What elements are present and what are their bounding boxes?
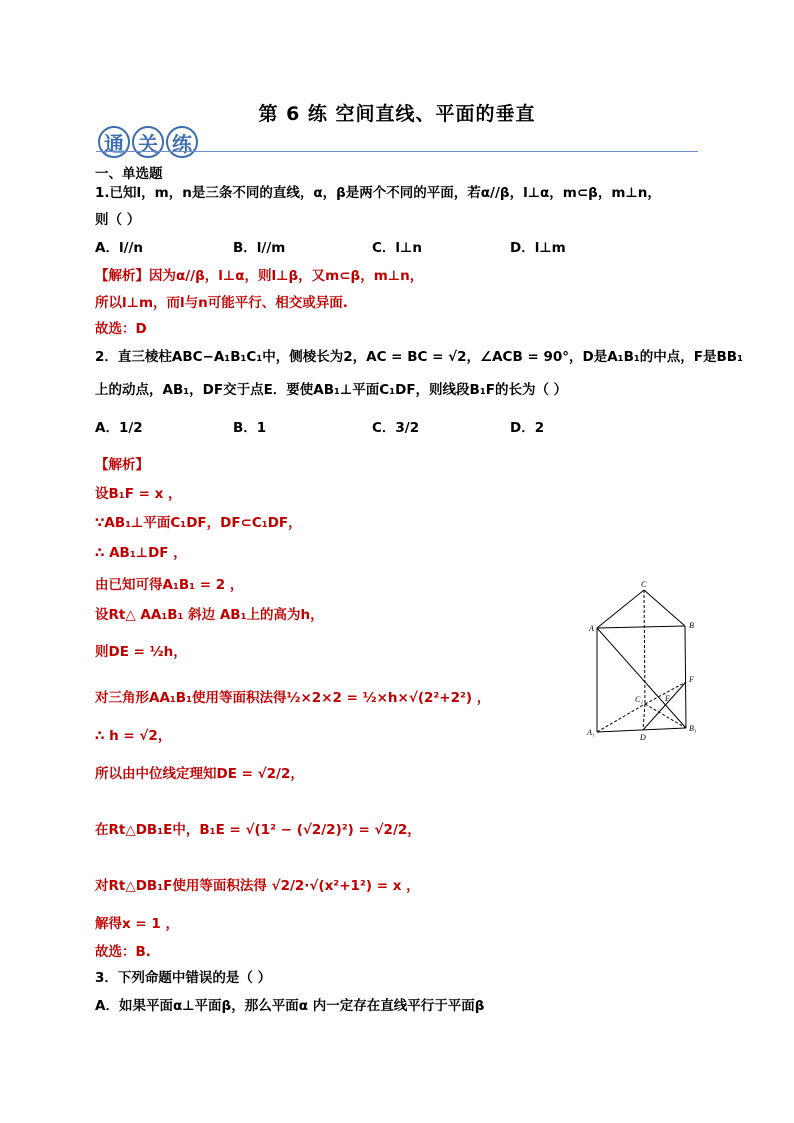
q2-step-2: ∵AB₁⊥平面C₁DF，DF⊂C₁DF， [95,515,302,531]
q2-step-1: 设B₁F = x ， [95,486,182,502]
q2-option-c: C．3/2 [372,420,420,436]
label-d: D [640,733,646,742]
q2-step-12: 解得x = 1 ， [95,916,180,932]
edge-ab [597,626,685,628]
label-f: F [689,675,694,684]
q1-option-b: B．l//m [233,240,286,256]
logo [98,126,198,160]
q2-step-3: ∴ AB₁⊥DF ， [95,545,187,561]
q2-step-8: ∴ h = √2， [95,728,172,744]
q1-option-c: C．l⊥n [372,240,422,256]
prism-figure [585,580,715,742]
label-b: B [689,621,694,630]
logo-char-3: 练 [166,126,198,158]
q2-answer: 故选：B. [95,944,151,960]
label-c: C [641,580,647,589]
label-b1: B₁ [689,724,697,733]
edge-cb [644,590,685,626]
q2-stem-line2: 上的动点，AB₁，DF交于点E．要使AB₁⊥平面C₁DF，则线段B₁F的长为（ ） [95,382,568,398]
header-rule [96,151,698,152]
q1-analysis-line2: 所以l⊥m，而l与n可能平行、相交或异面. [95,295,348,311]
seg-c1d [643,704,645,730]
edge-bb1 [685,626,686,728]
edge-a1b1 [597,728,686,732]
label-e: E [665,694,670,703]
q1-option-a: A．l//n [95,240,144,256]
edge-cc1 [644,590,645,704]
section-heading: 一、单选题 [95,166,163,182]
label-c1: C₁ [635,695,644,704]
edge-c1b1 [645,704,686,728]
label-a: A [589,624,594,633]
q2-step-4: 由已知可得A₁B₁ = 2 ， [95,577,244,593]
q1-option-d: D．l⊥m [510,240,566,256]
q1-answer: 故选：D [95,321,147,337]
page-title: 第 6 练 空间直线、平面的垂直 [258,103,536,125]
q2-step-10: 在Rt△DB₁E中，B₁E = √(1² − (√2/2)²) = √2/2， [95,822,421,838]
q2-step-7: 对三角形AA₁B₁使用等面积法得½×2×2 = ½×h×√(2²+2²) ， [95,690,491,706]
q2-option-d: D．2 [510,420,545,436]
q2-option-b: B．1 [233,420,267,436]
q1-analysis-line1: 【解析】因为α//β，l⊥α，则l⊥β，又m⊂β，m⊥n， [95,268,424,284]
q2-option-a: A．1/2 [95,420,143,436]
q1-stem-line1: 1.已知l，m，n是三条不同的直线，α，β是两个不同的平面，若α//β，l⊥α，m⊂β，m⊥n， [95,185,661,201]
logo-char-2: 关 [132,126,164,158]
seg-df [643,682,686,730]
q2-analysis-label: 【解析】 [95,457,149,473]
q2-step-11: 对Rt△DB₁F使用等面积法得 √2/2·√(x²+1²) = x ， [95,878,420,894]
edge-ca [597,590,644,628]
diag-ab1 [597,628,686,728]
q2-step-5: 设Rt△ AA₁B₁ 斜边 AB₁上的高为h， [95,607,324,623]
logo-char-1: 通 [98,126,130,158]
edge-a1c1 [597,704,645,732]
q2-stem-line1: 2．直三棱柱ABC−A₁B₁C₁中，侧棱长为2，AC = BC = √2，∠ACB = 90°，D是A₁B₁的中点，F是BB₁ [95,349,743,365]
q3-option-a: A．如果平面α⊥平面β，那么平面α 内一定存在直线平行于平面β [95,998,485,1014]
q2-step-6: 则DE = ½h， [95,644,187,660]
label-a1: A₁ [587,728,595,737]
q1-stem-line2: 则（ ） [95,212,141,228]
q3-stem: 3．下列命题中错误的是（ ） [95,970,272,986]
q2-step-9: 所以由中位线定理知DE = √2/2， [95,766,304,782]
